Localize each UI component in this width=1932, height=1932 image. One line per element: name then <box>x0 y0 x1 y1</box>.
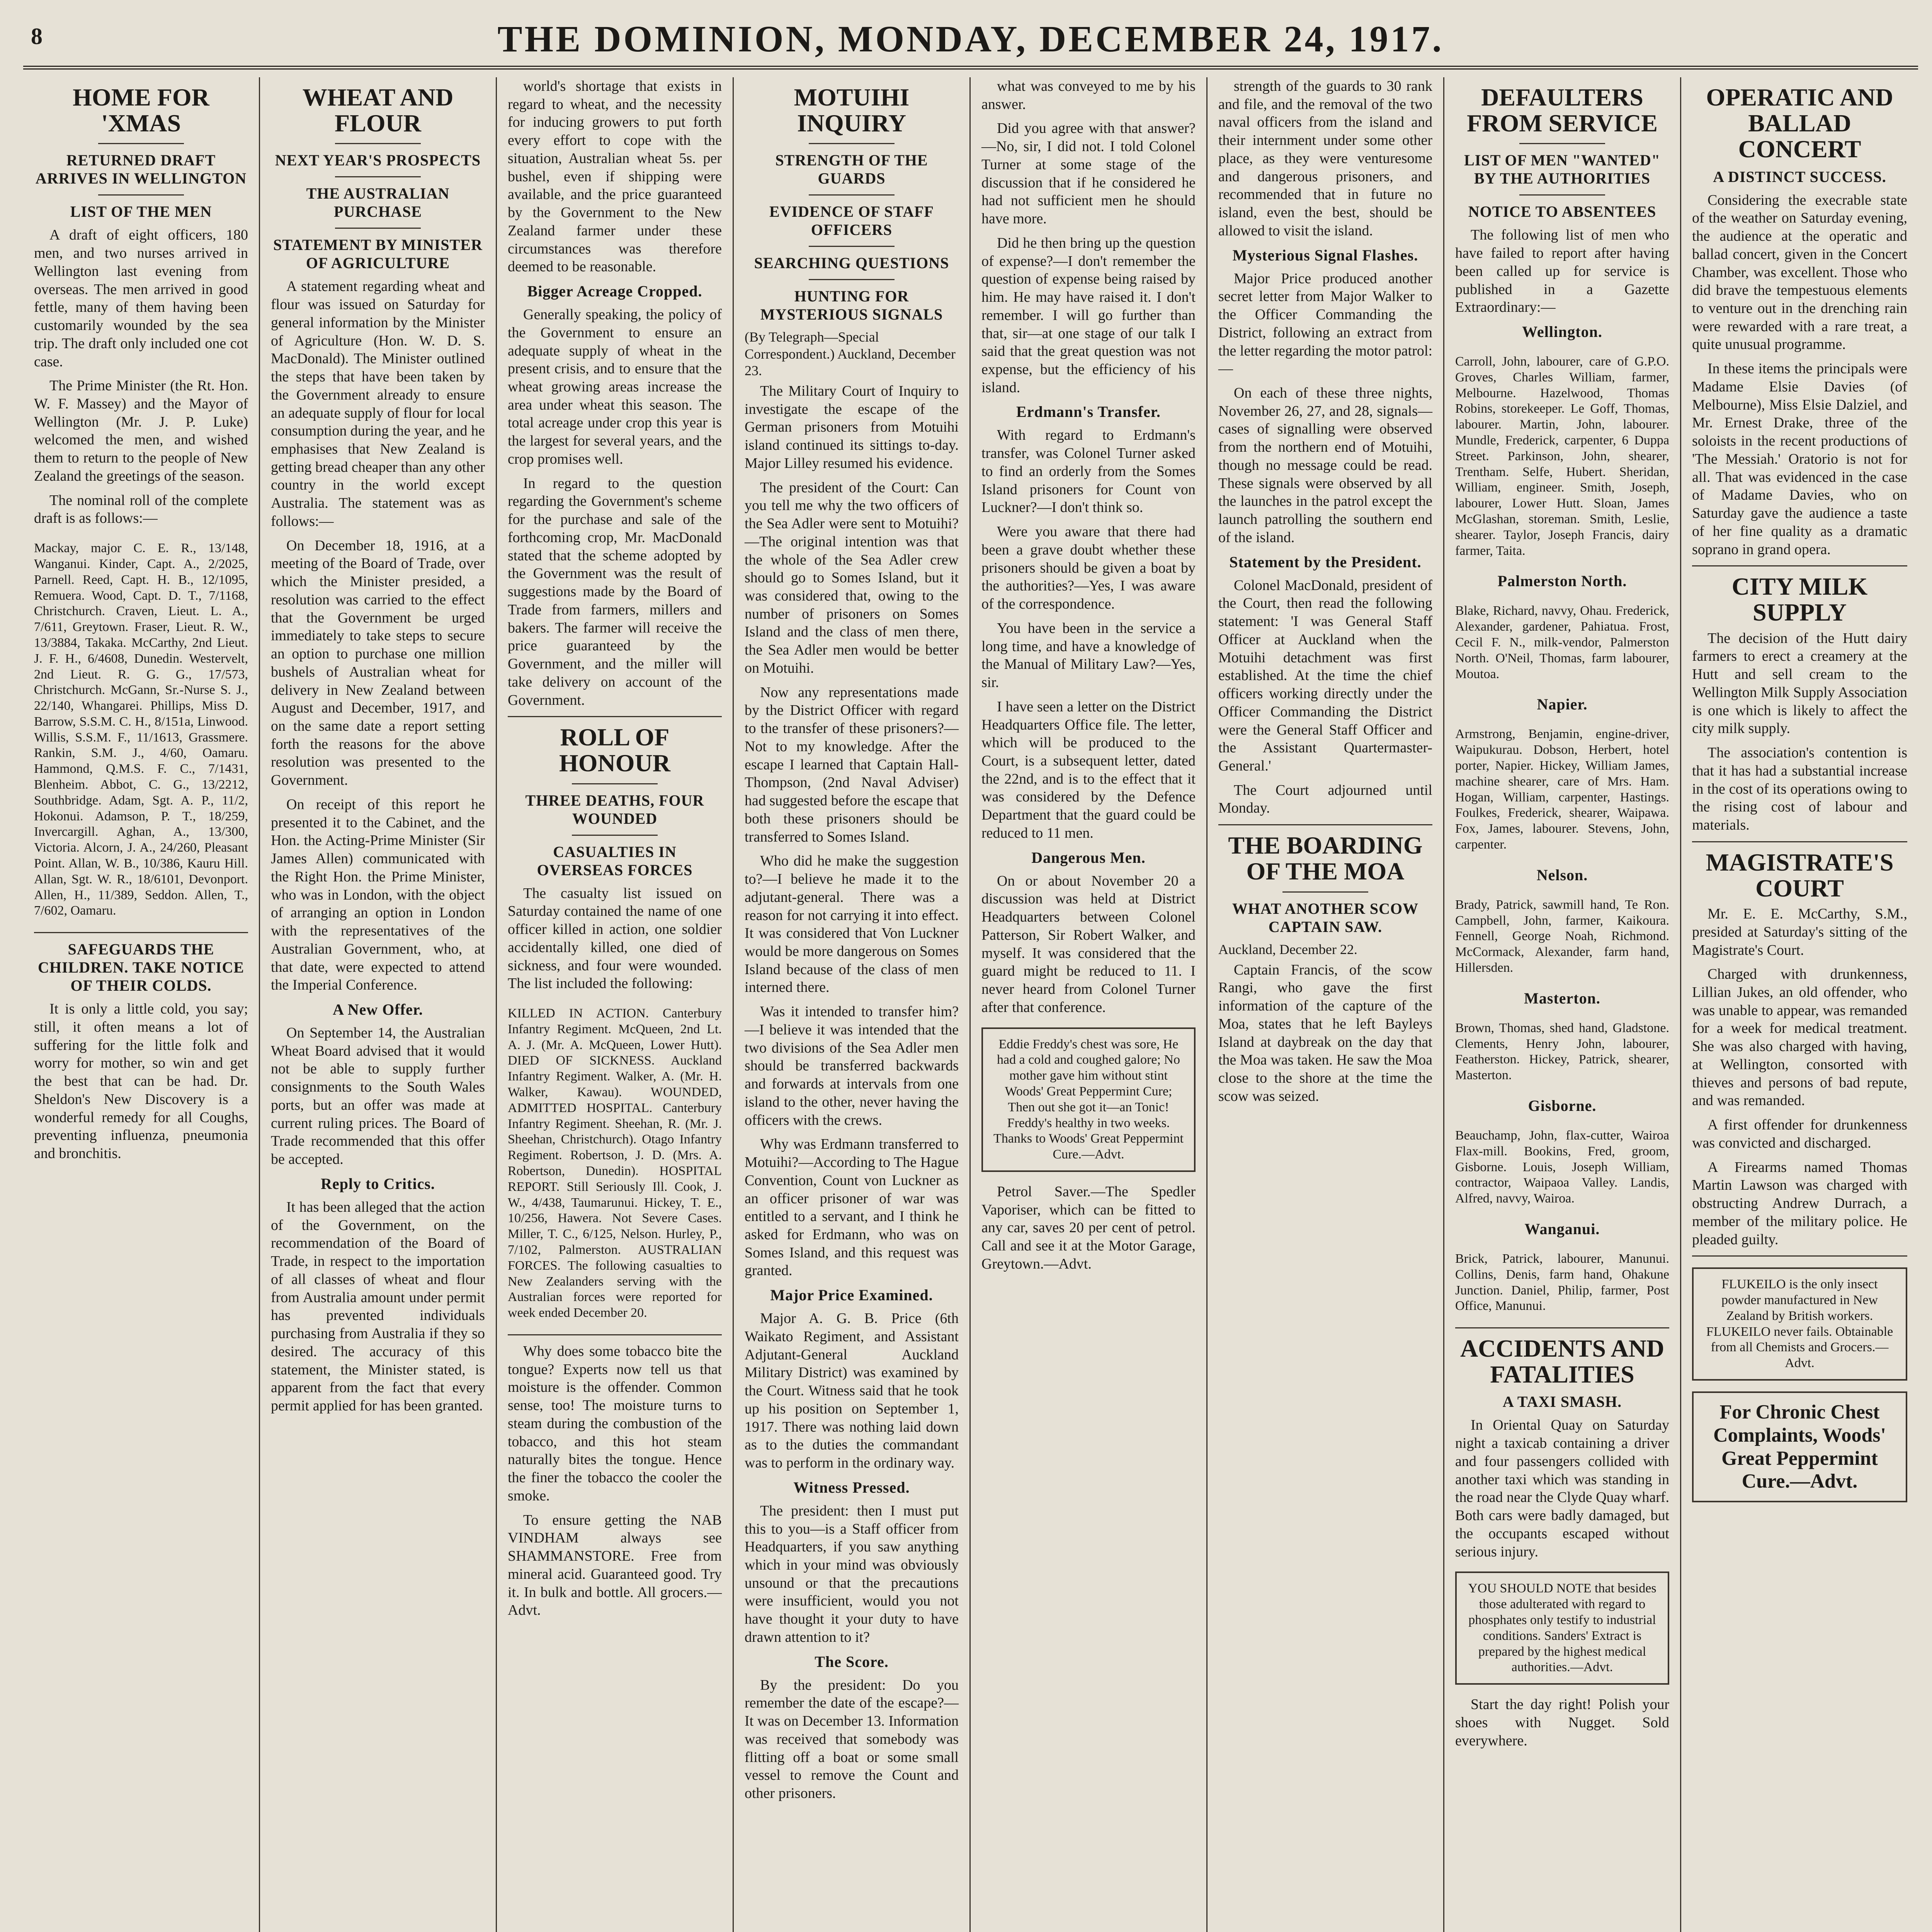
advert-peppermint-cure <box>1692 1391 1907 1502</box>
column-5 <box>971 77 1208 1932</box>
article-paragraph: A Firearms named Thomas Martin Lawson was charged with obstructing Andrew Durrach, a member of the military police. He pleaded guilty. <box>1692 1159 1907 1248</box>
article-paragraph: On September 14, the Australian Wheat Board advised that it would not be able to supply further consignments to the South Wales ports, but an offer was made at current ruling prices. The Board of Trade recommended that this offer be accepted. <box>271 1025 485 1168</box>
advert-text: YOU SHOULD NOTE that besides those adulterated with regard to phosphates only testify to industrial conditions. Sanders' Extract is prepared by the highest medical authorities.—Advt. <box>1468 1581 1656 1675</box>
column-2 <box>260 77 497 1932</box>
subhead-mysterious-signals: HUNTING FOR MYSTERIOUS SIGNALS <box>760 287 943 323</box>
headline-home-for-xmas: HOME FOR 'XMAS <box>73 83 209 137</box>
subhead-signal-flashes: Mysterious Signal Flashes. <box>1232 246 1418 264</box>
subhead-scow-captain: WHAT ANOTHER SCOW CAPTAIN SAW. <box>1232 900 1419 935</box>
article-paragraph: On December 18, 1916, at a meeting of the Board of Trade, over which the Minister presided, a resolution was carried to the effect that the Government be urged immediately to take steps to secure an option to purchase one million bushels of Australian wheat for delivery in New Zealand between August and December, 1917, and on the same date a report setting forth the reasons for the above resolution was presented to the Government. <box>271 537 485 789</box>
subhead-men-wanted: LIST OF MEN "WANTED" BY THE AUTHORITIES <box>1464 151 1660 187</box>
article-paragraph: On receipt of this report he presented it to the Cabinet, and the Hon. the Acting-Prime Minister (Sir James Allen) communicated with the Right Hon. the Prime Minister, who was in London, with the object of arranging an option in London with the representatives of the Australian Government, who, at that date, were expected to attend the Imperial Conference. <box>271 796 485 993</box>
headline-roll-of-honour: ROLL OF HONOUR <box>559 723 670 777</box>
district-heading: Nelson. <box>1536 866 1588 884</box>
subhead-next-year: NEXT YEAR'S PROSPECTS <box>275 151 481 169</box>
district-heading: Masterton. <box>1524 989 1600 1007</box>
article-paragraph: On each of these three nights, November 26, 27, and 28, signals—cases of signalling were observed from the northern end of Motuihi, though no message could be read. These signals were observed by all the launches in the patrol except the launch patrolling the southern end of the island. <box>1218 385 1432 546</box>
subhead-casualties: CASUALTIES IN OVERSEAS FORCES <box>537 843 693 879</box>
subhead-the-score: The Score. <box>815 1653 889 1670</box>
subhead-distinct-success: A DISTINCT SUCCESS. <box>1713 168 1886 185</box>
article-paragraph: Charged with drunkenness, Lillian Jukes, an old offender, who was unable to appear, was remanded for a week for medical treatment. She was also charged with having, at Wellington, consorted with thieves and persons of bad repute, and was remanded. <box>1692 966 1907 1109</box>
district-heading: Palmerston North. <box>1497 572 1627 590</box>
headline-wheat-and-flour: WHEAT AND FLOUR <box>302 83 454 137</box>
defaulter-list: Beauchamp, John, flax-cutter, Wairoa Flax-mill. Bookins, Fred, groom, Gisborne. Louis, Joseph William, contractor, Waipaoa Valley. Landis, Alfred, navvy, Wairoa. <box>1455 1128 1669 1206</box>
article-paragraph: In these items the principals were Madame Elsie Davies (of Melbourne), Miss Elsie Dalziel, and Mr. Ernest Drake, three of the soloists in the recent productions of 'The Messiah.' Oratorio is not for all. That was evidenced in the case of Madame Davies, who on Saturday gave the audience a taste of her fine quality as a dramatic soprano in grand opera. <box>1692 361 1907 558</box>
advert-tail: To ensure getting the NAB VINDHAM always see SHAMMANSTORE. Free from mineral acid. Guaranteed good. Try it. In bulk and bottle. All grocers.—Advt. <box>508 1512 722 1619</box>
headline-city-milk-supply: CITY MILK SUPPLY <box>1731 573 1868 626</box>
article-paragraph: The decision of the Hutt dairy farmers to erect a creamery at the Hutt and sell cream to the Wellington Milk Supply Association is one which is likely to affect the city milk supply. <box>1692 630 1907 737</box>
column-3 <box>497 77 734 1932</box>
article-paragraph: I have seen a letter on the District Headquarters Office file. The letter, which will be produced to the Court, is a subsequent letter, dated the 22nd, and is to the effect that it was considered by the Defence Department that the guard could be reduced to 11 men. <box>981 698 1196 841</box>
subhead-bigger-acreage: Bigger Acreage Cropped. <box>527 282 702 300</box>
advert-box <box>1455 1571 1669 1685</box>
headline-magistrates-court: MAGISTRATE'S COURT <box>1706 848 1894 902</box>
subhead-witness-pressed: Witness Pressed. <box>793 1478 910 1496</box>
advert-peppermint-cure <box>981 1027 1196 1172</box>
byline: (By Telegraph—Special Correspondent.) Auckland, December 23. <box>745 329 956 378</box>
column-4 <box>734 77 971 1932</box>
headline-accidents: ACCIDENTS AND FATALITIES <box>1460 1335 1665 1388</box>
article-paragraph: In Oriental Quay on Saturday night a taxicab containing a driver and four passengers collided with another taxi which was standing in the road near the Clyde Quay wharf. Both cars were badly damaged, but the occupants escaped without serious injury. <box>1455 1417 1669 1560</box>
subhead-searching-questions: SEARCHING QUESTIONS <box>754 254 949 272</box>
article-paragraph: Now any representations made by the District Officer with regard to the transfer of these prisoners?—Not to my knowledge. After the escape I learned that Captain Hall-Thompson, (2nd Naval Adviser) had suggested before the escape that both these prisoners should be transferred to Somes Island. <box>745 684 959 845</box>
headline-boarding-of-moa: THE BOARDING OF THE MOA <box>1228 832 1423 885</box>
headline-motuihi-inquiry: MOTUIHI INQUIRY <box>794 83 910 137</box>
article-paragraph: By the president: Do you remember the date of the escape?—It was on December 13. Information was received that somebody was flitting off a boat or some small vessel to remove the Count and other prisoners. <box>745 1677 959 1802</box>
article-paragraph: The Court adjourned until Monday. <box>1218 782 1432 816</box>
article-paragraph: A first offender for drunkenness was convicted and discharged. <box>1692 1117 1907 1151</box>
subhead-president-statement: Statement by the President. <box>1229 553 1422 571</box>
defaulter-list: Blake, Richard, navvy, Ohau. Frederick, Alexander, gardener, Pahiatua. Frost, Cecil F. N., milk-vendor, Palmerston North. O'Neil, Thomas, farm labourer, Moutoa. <box>1455 604 1669 681</box>
article-paragraph: It has been alleged that the action of the Government, on the recommendation of the Board of Trade, in respect to the importation of all classes of wheat and flour from Australia amount under permit has prevented individuals purchasing from Australia if they so desired. The accuracy of this statement, the Minister stated, is apparent from the fact that every permit applied for has been granted. <box>271 1199 485 1414</box>
subhead-taxi-smash: A TAXI SMASH. <box>1502 1393 1622 1411</box>
article-paragraph: what was conveyed to me by his answer. <box>981 78 1196 112</box>
advert-text: FLUKEILO is the only insect powder manufactured in New Zealand by British workers. FLUKEILO never fails. Obtainable from all Chemists and Grocers.—Advt. <box>1706 1277 1893 1371</box>
defaulter-list: Brady, Patrick, sawmill hand, Te Ron. Campbell, John, farmer, Kaikoura. Fennell, George Noah, Richmond. McCormack, Alexander, farm hand, Hillersden. <box>1455 897 1669 975</box>
page-number: 8 <box>31 24 43 49</box>
advert-text: For Chronic Chest Complaints, Woods' Great Peppermint Cure.—Advt. <box>1713 1401 1886 1493</box>
defaulter-list: Armstrong, Benjamin, engine-driver, Waipukurau. Dobson, Herbert, hotel porter, Napier. Hickey, William James, machine shearer, care of Mrs. Ham. Hogan, William, carpenter, Hastings. Foulkes, Frederick, shearer, Waipawa. Fox, James, labourer. Stevens, John, carpenter. <box>1455 727 1669 852</box>
article-paragraph: With regard to Erdmann's transfer, was Colonel Turner asked to find an orderly from the Somes Island prisoners for Count von Luckner?—I don't think so. <box>981 427 1196 516</box>
article-paragraph: You have been in the service a long time, and have a knowledge of the Manual of Military Law?—Yes, sir. <box>981 620 1196 691</box>
article-paragraph: world's shortage that exists in regard to wheat, and the necessity for inducing growers to put forth every effort to cope with the situation, Australian wheat 5s. per bushel, even if shipping were available, and the price guaranteed by the Government to the New Zealand farmer under these circumstances was therefore deemed to be reasonable. <box>508 78 722 275</box>
article-paragraph: Major Price produced another secret letter from Major Walker to the Officer Commanding the District, following an extract from the letter regarding the motor patrol:— <box>1218 270 1432 377</box>
byline: Auckland, December 22. <box>1218 941 1357 957</box>
subhead-minister-statement: STATEMENT BY MINISTER OF AGRICULTURE <box>273 236 483 272</box>
subhead-draft-arrives: RETURNED DRAFT ARRIVES IN WELLINGTON <box>35 151 247 187</box>
article-paragraph: A statement regarding wheat and flour was issued on Saturday for general information by the Minister of Agriculture (Hon. W. D. S. MacDonald). The Minister outlined the steps that have been taken by the Government already to ensure an adequate supply of flour for local consumption during the year, and he emphasises that New Zealand is getting bread cheaper than any other country in the world except Australia. The statement was as follows:— <box>271 278 485 529</box>
article-paragraph: Who did he make the suggestion to?—I believe he made it to the adjutant-general. There was a reason for not carrying it into effect. It was considered that Von Luckner would be more dangerous on Somes Island because of the class of men interned there. <box>745 853 959 996</box>
masthead <box>23 15 1918 70</box>
article-paragraph: The Military Court of Inquiry to investigate the escape of the German prisoners from Motuihi island continued its sittings to-day. Major Lilley resumed his evidence. <box>745 383 959 471</box>
district-heading: Wellington. <box>1522 323 1602 341</box>
advert-body: Why does some tobacco bite the tongue? Experts now tell us that moisture is the offender. Common sense, too! The moisture turns to steam during the combustion of the tobacco, and this hot steam naturally bites the tongue. Hence the finer the tobacco the cooler the smoke. <box>508 1343 722 1504</box>
subhead-notice-absentees: NOTICE TO ABSENTEES <box>1468 203 1656 221</box>
headline-operatic-concert: OPERATIC AND BALLAD CONCERT <box>1706 83 1893 163</box>
article-paragraph: Major A. G. B. Price (6th Waikato Regiment, and Assistant Adjutant-General Auckland Military District) was examined by the Court. Witness said that he took up his position on September 1, 1917. There was nothing laid down as to the duties the commandant was to perform in the ordinary way. <box>745 1310 959 1471</box>
article-paragraph: Why was Erdmann transferred to Motuihi?—According to The Hague Convention, Count von Luckner as an officer prisoner of war was entitled to a servant, and I think he asked for Erdmann, who was on Somes Island, and this request was granted. <box>745 1136 959 1279</box>
article-paragraph: Were you aware that there had been a grave doubt whether these prisoners should be given a boat by the authorities?—Yes, I was aware of the correspondence. <box>981 524 1196 612</box>
article-paragraph: Captain Francis, of the scow Rangi, who gave the first information of the capture of the Moa, states that he left Bayleys Island at daybreak on the day that the Moa was taken. He saw the Moa close to the shore at the time the scow was seized. <box>1218 961 1432 1104</box>
defaulter-list: Brown, Thomas, shed hand, Gladstone. Clements, Henry John, labourer, Featherston. Hickey, Patrick, shearer, Masterton. <box>1455 1020 1669 1083</box>
article-paragraph: strength of the guards to 30 rank and file, and the removal of the two naval officers from the island and their internment under some other place, as they were venturesome and dangerous prisoners, and recommended that in future no island, even the best, should be allowed to visit the island. <box>1218 78 1432 239</box>
subhead-dangerous-men: Dangerous Men. <box>1031 849 1146 866</box>
defaulter-list: Carroll, John, labourer, care of G.P.O. Groves, Charles William, farmer, Melbourne. Hazelwood, Thomas Robins, storekeeper. Le Goff, Thomas, labourer. Martin, John, labourer. Mundle, Frederick, carpenter, 6 Duppa Street. Parkinson, John, shearer, Trentham. Selfe, Hubert. Sheridan, William, engineer. Smith, Joseph, labourer, Lower Hutt. Sloan, James McGlashan, storeman. Smith, Leslie, shearer. Taylor, Joseph Francis, dairy farmer, Taita. <box>1455 354 1669 558</box>
nominal-roll: Mackay, major C. E. R., 13/148, Wanganui. Kinder, Capt. A., 2/2025, Parnell. Reed, Capt. H. B., 12/1095, Remuera. Wood, Capt. D. T., 7/1168, Christchurch. Craven, Lieut. L. A., 7/611, Greytown. Fraser, Lieut. R. W., 13/3884, Takaka. McCarthy, 2nd Lieut. J. F. H., 6/4608, Dunedin. Westervelt, 2nd Lieut. R. G. G., 17/573, Christchurch. McGann, Sr.-Nurse S. J., 22/140, Whangarei. Phillips, Miss D. Barrow, S.S.M. C. H., 8/151a, Linwood. Willis, S.S.M. F., 11/1613, Grassmere. Rankin, S.M. J., 4/60, Oamaru. Hammond, Q.M.S. F. C., 7/1431, Blenheim. Abbot, C. G., 13/2212, Southbridge. Adam, Sgt. A. P., 11/2, Hokonui. Adamson, P. T., 18/259, Invercargill. Aghan, A., 13/300, Victoria. Alcorn, J. A., 24/260, Pleasant Point. Allan, W. B., 10/386, Kauru Hill. Allan, Sgt. W. R., 18/6101, Devonport. Allen, H., 11/389, Seddon. Allen, T., 7/602, Oamaru. <box>34 541 248 918</box>
column-8 <box>1681 77 1918 1932</box>
subhead-reply-to-critics: Reply to Critics. <box>321 1175 435 1192</box>
defaulter-list: Brick, Patrick, labourer, Manunui. Collins, Denis, farm hand, Ohakune Junction. Daniel, Philip, farmer, Post Office, Manunui. <box>1455 1251 1669 1313</box>
subhead-new-offer: A New Offer. <box>333 1001 423 1019</box>
article-paragraph: A draft of eight officers, 180 men, and two nurses arrived in Wellington last evening from overseas. The men arrived in good fettle, many of them having been customarily wounded by the sea trip. The draft only included one cot case. <box>34 227 248 370</box>
column-1 <box>23 77 260 1932</box>
subhead-deaths-wounded: THREE DEATHS, FOUR WOUNDED <box>525 791 704 827</box>
subhead-australian-purchase: THE AUSTRALIAN PURCHASE <box>306 185 450 221</box>
subhead-strength-of-guards: STRENGTH OF THE GUARDS <box>775 151 928 187</box>
article-paragraph: The president: then I must put this to you—is a Staff officer from Headquarters, if you saw anything which in your mind was obviously unsound or that the precautions were insufficient, would you not have thought it your duty to have drawn attention to it? <box>745 1502 959 1645</box>
newspaper-title: THE DOMINION, MONDAY, DECEMBER 24, 1917. <box>497 18 1444 60</box>
subhead-list-of-men: LIST OF THE MEN <box>70 203 212 221</box>
district-heading: Napier. <box>1537 696 1588 713</box>
subhead-evidence: EVIDENCE OF STAFF OFFICERS <box>769 203 934 239</box>
subhead-major-price: Major Price Examined. <box>770 1286 933 1304</box>
headline-defaulters: DEFAULTERS FROM SERVICE <box>1467 83 1658 137</box>
advert-body: Start the day right! Polish your shoes with Nugget. Sold everywhere. <box>1455 1696 1669 1749</box>
article-paragraph: Did he then bring up the question of expense?—I don't remember the question of expense being raised by him. He may have raised it. I don't remember. I will go further than that, sir—at one stage of our talk I said that the great question was not expense, but the efficiency of his island. <box>981 235 1196 396</box>
columns <box>23 77 1918 1932</box>
article-paragraph: Mr. E. E. McCarthy, S.M., presided at Saturday's sitting of the Magistrate's Court. <box>1692 906 1907 958</box>
district-heading: Wanganui. <box>1524 1220 1600 1238</box>
article-paragraph: The following list of men who have failed to report after having been called up for service is published in a Gazette Extraordinary:— <box>1455 227 1669 316</box>
article-paragraph: Considering the execrable state of the weather on Saturday evening, the audience at the operatic and ballad concert, given in the Concert Chamber, was excellent. Those who did brave the tempestuous elements to venture out in the drenching rain were rewarded with a rare treat, a quite unusual programme. <box>1692 192 1907 353</box>
column-7 <box>1444 77 1681 1932</box>
article-paragraph: Was it intended to transfer him?—I believe it was intended that the two divisions of the Sea Adler men should be transferred backwards and forwards at intervals from one island to the other, never having the officers with the crews. <box>745 1003 959 1128</box>
casualty-list: KILLED IN ACTION. Canterbury Infantry Regiment. McQueen, 2nd Lt. A. J. (Mr. A. McQueen, Lower Hutt). DIED OF SICKNESS. Auckland Infantry Regiment. Walker, A. (Mr. H. Walker, Kawau). WOUNDED, ADMITTED HOSPITAL. Canterbury Infantry Regiment. Sheehan, R. (Mr. J. Sheehan, Christchurch). Otago Infantry Regiment. Robertson, J. D. (Mrs. A. Robertson, Dunedin). HOSPITAL REPORT. Still Seriously Ill. Cook, J. W., 4/438, Taumarunui. Hickey, T. E., 10/256, Hawera. Not Severe Cases. Miller, T. C., 6/125, Nelson. Hurley, P., 7/102, Palmerston. AUSTRALIAN FORCES. The following casualties to New Zealanders serving with the Australian forces were reported for week ended December 20. <box>508 1006 722 1320</box>
advert-fluxeilo <box>1692 1267 1907 1381</box>
article-paragraph: Colonel MacDonald, president of the Court, then read the following statement: 'I was General Staff Officer at Auckland when the Motuihi detachment was first established. At the time the chief officers working directly under the Officer Commanding the District were the General Staff Officer and the Assistant Quartermaster-General.' <box>1218 577 1432 774</box>
column-6 <box>1208 77 1444 1932</box>
article-paragraph: The association's contention is that it has had a substantial increase in the cost of its operations owing to the rising cost of labour and materials. <box>1692 745 1907 833</box>
advert-body: Petrol Saver.—The Spedler Vaporiser, which can be fitted to any car, saves 20 per cent of petrol. Call and see it at the Motor Garage, Greytown.—Advt. <box>981 1183 1196 1272</box>
article-paragraph: The Prime Minister (the Rt. Hon. W. F. Massey) and the Mayor of Wellington (Mr. J. P. Luke) welcomed the men, and wished them to return to the people of New Zealand the greetings of the season. <box>34 378 248 484</box>
article-paragraph: The nominal roll of the complete draft is as follows:— <box>34 492 248 527</box>
article-paragraph: The president of the Court: Can you tell me why the two officers of the Sea Adler were sent to Motuihi?—The original intention was that the whole of the Sea Adler crew should go to Somes Island, but it was considered that, owing to the number of prisoners on Somes Island and the class of men there, the Sea Adler men would be better on Motuihi. <box>745 479 959 676</box>
article-paragraph: The casualty list issued on Saturday contained the name of one officer killed in action, one soldier accidentally killed, one died of sickness, and four were wounded. The list included the following: <box>508 885 722 992</box>
article-paragraph: In regard to the question regarding the Government's scheme for the purchase and sale of the forthcoming crop, Mr. MacDonald stated that the scheme adopted by the Government was the result of suggestions made by the Board of Trade from farmers, millers and bakers. The farmer will receive the price guaranteed by the Government, and the miller will take delivery on account of the Government. <box>508 475 722 708</box>
subhead-erdmann-transfer: Erdmann's Transfer. <box>1016 403 1161 421</box>
district-heading: Gisborne. <box>1528 1097 1597 1114</box>
article-paragraph: Did you agree with that answer?—No, sir, I did not. I told Colonel Turner at some stage of the discussion that if he considered he had not sufficient men he should have more. <box>981 120 1196 227</box>
advert-body: It is only a little cold, you say; still, it often means a lot of suffering for the little folk and worry for mother, so win and get the best that can be had. Dr. Sheldon's New Discovery is a wonderful remedy for all Coughs, preventing influenza, pneumonia and bronchitis. <box>34 1001 248 1162</box>
advert-text: Eddie Freddy's chest was sore, He had a cold and coughed galore; No mother gave him without stint Woods' Great Peppermint Cure; Then out she got it—an Tonic! Freddy's healthy in two weeks. Thanks to Woods' Great Peppermint Cure.—Advt. <box>993 1037 1184 1162</box>
article-paragraph: On or about November 20 a discussion was held at District Headquarters between Colonel Patterson, Sir Robert Walker, and myself. It was considered that the guard might be reduced to 11. I never heard from Colonel Turner after that conference. <box>981 872 1196 1015</box>
advert-title: SAFEGUARDS THE CHILDREN. TAKE NOTICE OF THEIR COLDS. <box>37 940 245 995</box>
article-paragraph: Generally speaking, the policy of the Government to ensure an adequate supply of wheat in the present crisis, and to ensure that the wheat growing areas increase the area under wheat this season. The total acreage under crop this year is the largest for several years, and the crop promises well. <box>508 306 722 467</box>
